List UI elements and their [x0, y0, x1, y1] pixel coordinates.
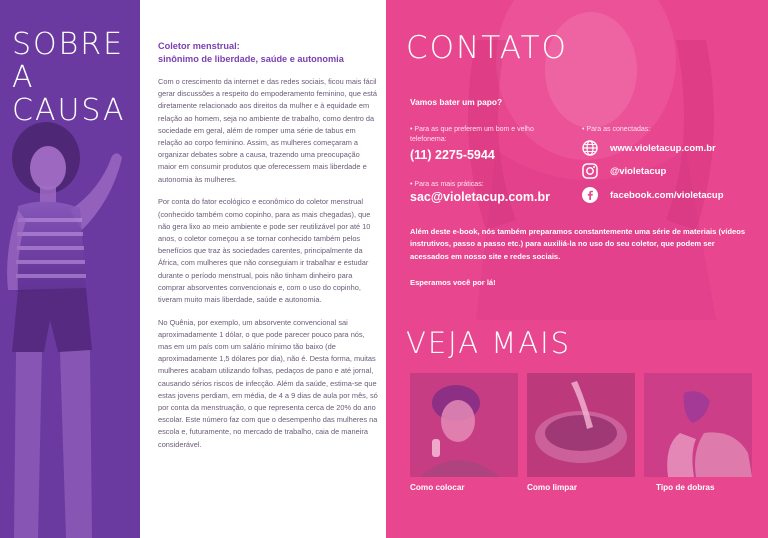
globe-icon: [582, 140, 598, 156]
thumbnail-how-to-clean[interactable]: [527, 373, 635, 477]
thumbnail-caption[interactable]: Como limpar: [527, 483, 578, 492]
email-link[interactable]: sac@violetacup.com.br: [410, 190, 551, 204]
article-column: [140, 0, 386, 538]
woman-illustration: [0, 120, 140, 538]
paragraph: No Quênia, por exemplo, um absorvente convencional sai aproximadamente 1 dólar, o que pode parecer pouco para nós, mas em um país com um salário mínimo tão baixo (de aproximadamente 1,5 dólares por dia), não é. Desta forma, muitas mulheres acabam utilizando folhas, pedaços de pano e até jornal, causando sérios riscos de infecção. Além da saúde, estima-se que estas jovens perdiam, em média, de 4 a 9 dias de aula por mês, só por conta da menstruação, o que representa cerca de 20% do ano escolar. Este número faz com que o desempenho das mulheres na escola e, futuramente, no mercado de trabalho, caia de maneira considerável.: [158, 317, 378, 449]
facebook-link[interactable]: [582, 187, 724, 203]
paragraph: Por conta do fator ecológico e econômico do coletor menstrual (conhecido também como copinho, para as mais chegadas), que não gera lixo ao meio ambiente e pode ser reutilizável por até 10 anos, o coletor começou a se tornar conhecido também pelos benefícios que traz às sociedades carentes, principalmente da África, com mulheres que não conseguiam ir trabalhar e estudar durante o período menstrual, pois não tinham dinheiro para comprar absorventes convencionais e, com o uso do copinho, tiveram muito mais liberdade, saúde e autonomia.: [158, 197, 371, 304]
paragraph: Com o crescimento da internet e das redes sociais, ficou mais fácil gerar discussões a respeito do empoderamento feminino, que está diretamente relacionado aos direitos da mulher e à equidade em relação ao homem, seja no ambiente de trabalho, como dentro da sociedade em geral, além de romper uma série de tabus em relação ao corpo feminino. Assim, as mulheres começaram a organizar debates sobre a causa, trazendo uma preocupação maior em consumir produtos que oferecessem mais liberdade e autonomia às mulheres.: [158, 77, 377, 184]
instagram-link[interactable]: [582, 163, 666, 179]
article-heading-line-1: Coletor menstrual:: [158, 41, 240, 51]
closing-text: Esperamos você por lá!: [410, 278, 496, 287]
thumbnail-folding-types[interactable]: [644, 373, 752, 477]
website-text: www.violetacup.com.br: [610, 142, 716, 154]
materials-paragraph: Além deste e-book, nós também preparamos constantemente uma série de materiais (vídeos instrutivos, passo a passo etc.) para auxiliá-la no uso do seu coletor, que podem ser acessados em nosso site e redes sociais.: [410, 227, 746, 261]
phone-link[interactable]: (11) 2275-5944: [410, 148, 495, 162]
article-body: [158, 76, 380, 461]
thumbnail-caption[interactable]: Como colocar: [410, 483, 465, 492]
email-label: • Para as mais práticas:: [410, 181, 484, 188]
contact-title: CONTATO: [406, 30, 568, 66]
phone-label: • Para as que preferem um bom e velho telefonema:: [410, 126, 534, 143]
instagram-icon: [582, 163, 598, 179]
instagram-text: @violetacup: [610, 165, 667, 177]
see-more-title: VEJA MAIS: [406, 326, 572, 360]
facebook-text: facebook.com/violetacup: [610, 189, 724, 201]
thumbnail-caption[interactable]: Tipo de dobras: [656, 483, 715, 492]
connected-label: • Para as conectadas:: [582, 126, 651, 133]
article-heading: [158, 40, 384, 65]
contact-lead: Vamos bater um papo?: [410, 97, 503, 107]
thumbnail-how-to-insert[interactable]: [410, 373, 518, 477]
about-cause-panel: [0, 0, 140, 538]
title-line-2: A CAUSA: [12, 60, 126, 128]
section-title: [12, 28, 140, 127]
website-link[interactable]: [582, 140, 716, 156]
title-line-1: SOBRE: [12, 27, 125, 62]
facebook-icon: [582, 187, 598, 203]
article-heading-line-2: sinônimo de liberdade, saúde e autonomia: [158, 53, 344, 64]
contact-panel: [386, 0, 768, 538]
